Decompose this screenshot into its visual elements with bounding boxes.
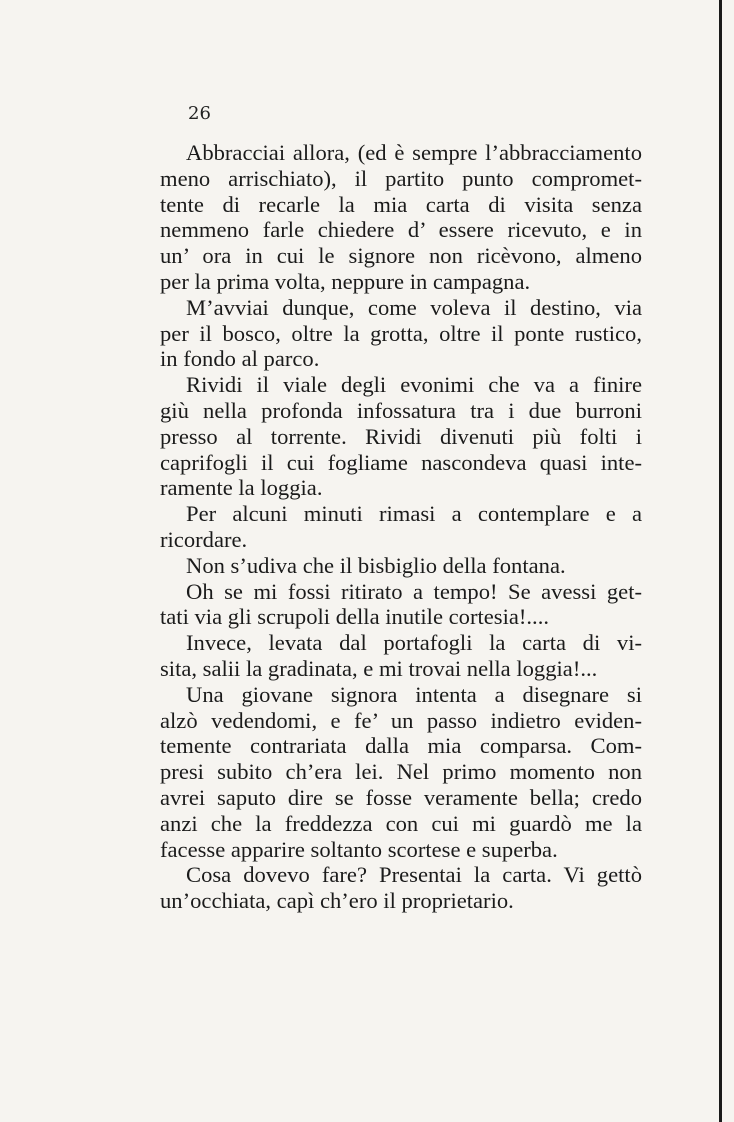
text-line: alzò vedendomi, e fe’ un passo indietro eviden- [160,707,642,733]
text-line: in fondo al parco. [160,346,320,372]
paragraph [160,630,642,682]
text-line: Per alcuni minuti rimasi a contemplare e a [186,501,642,527]
text-line: facesse apparire soltanto scortese e superba. [160,836,558,862]
text-line: temente contrariata dalla mia comparsa. Com- [160,733,642,759]
text-line: presi subito ch’era lei. Nel primo momento non [160,759,642,785]
paragraph [160,579,642,631]
text-line: M’avviai dunque, come voleva il destino, via [186,294,642,320]
text-line: Invece, levata dal portafogli la carta di vi- [186,630,642,656]
text-line: presso al torrente. Rividi divenuti più folti i [160,423,642,449]
page-number: 26 [188,103,211,124]
text-line: caprifogli il cui fogliame nascondeva quasi inte- [160,449,642,475]
text-line: tente di recarle la mia carta di visita senza [160,191,642,217]
text-line: Abbracciai allora, (ed è sempre l’abbracciamento [186,140,642,165]
text-line: Cosa dovevo fare? Presentai la carta. Vi gettò [186,862,642,888]
text-line: nemmeno farle chiedere d’ essere ricevuto, e in [160,217,642,243]
text-line: sita, salii la gradinata, e mi trovai nella loggia!... [160,655,598,681]
text-line: per il bosco, oltre la grotta, oltre il ponte rustico, [160,320,642,346]
text-line: ramente la loggia. [160,475,323,501]
text-line: avrei saputo dire se fosse veramente bella; credo [160,784,642,810]
text-line: Oh se mi fossi ritirato a tempo! Se avessi get- [186,578,642,604]
text-line: ricordare. [160,526,248,552]
page-edge-rule [719,0,722,1122]
paragraph [160,140,642,295]
paragraph [160,682,642,863]
text-line: meno arrischiato), il partito punto compromet- [160,165,642,191]
text-line: anzi che la freddezza con cui mi guardò me la [160,810,642,836]
text-line: Non s’udiva che il bisbiglio della fontana. [186,552,566,578]
text-line: giù nella profonda infossatura tra i due burroni [160,397,642,423]
text-line: Una giovane signora intenta a disegnare si [186,681,642,707]
text-line: un’occhiata, capì ch’ero il proprietario. [160,888,514,914]
paragraph [160,553,642,579]
paragraph [160,295,642,372]
paragraph [160,862,642,914]
paragraph [160,372,642,501]
text-line: un’ ora in cui le signore non ricèvono, almeno [160,243,642,269]
text-line: Rividi il viale degli evonimi che va a finire [186,372,642,398]
text-line: per la prima volta, neppure in campagna. [160,268,531,294]
body-text [160,140,642,914]
paragraph [160,501,642,553]
text-line: tati via gli scrupoli della inutile cortesia!.... [160,604,550,630]
